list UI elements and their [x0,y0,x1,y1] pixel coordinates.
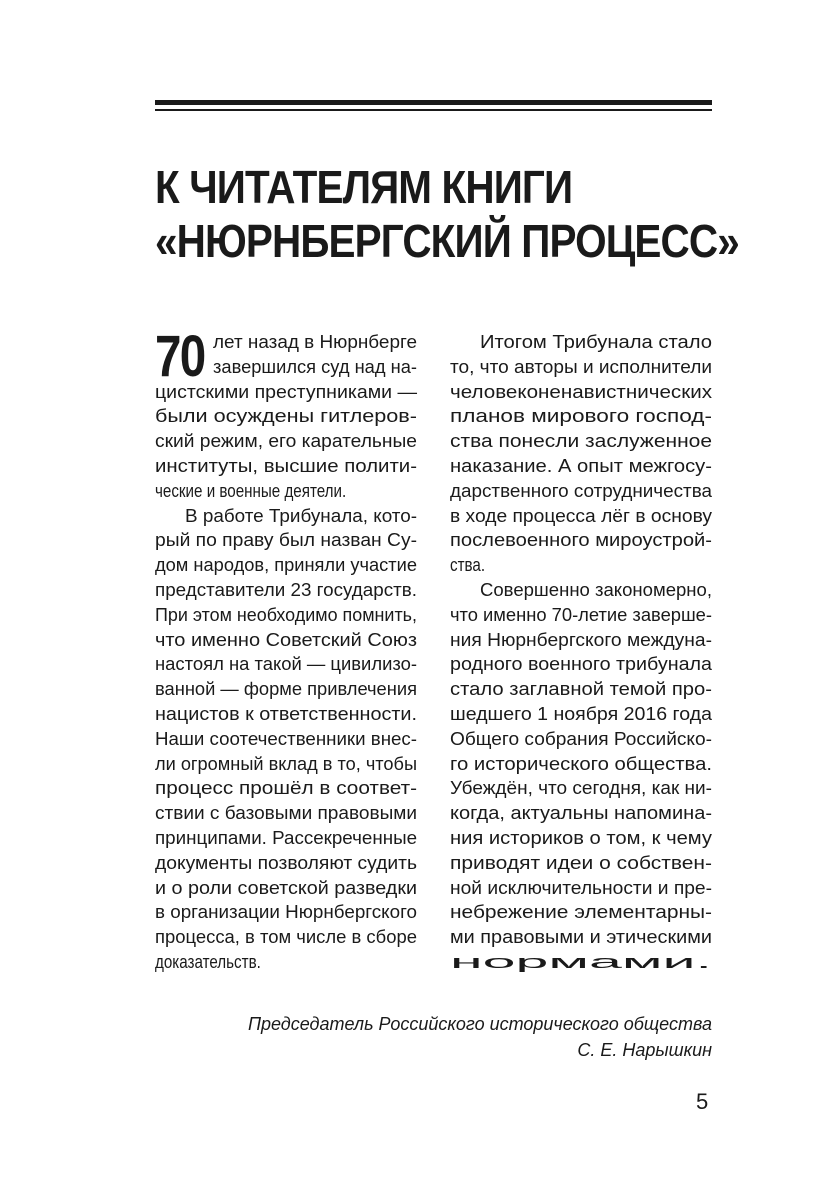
text-line [155,702,417,727]
text-line-content: небрежение элементарны- [450,901,713,923]
title-line-2: «НЮРНБЕРГСКИЙ ПРОЦЕСС» [155,215,739,267]
text-line-content: ства понесли заслуженное [450,430,713,452]
text-line [155,652,417,677]
text-line [450,355,712,380]
text-line-content: цистскими преступниками — [155,380,418,402]
text-line [155,677,417,702]
text-line-content: Убеждён, что сегодня, как ни- [450,777,713,799]
text-line-content: ствии с базовыми правовыми [155,802,418,824]
right-column [450,330,712,975]
text-line [450,404,712,429]
text-line [450,900,712,925]
text-line-content: в ходе процесса лёг в основу [450,504,712,526]
text-line-content: шедшего 1 ноября 2016 года [450,702,713,724]
text-line [450,702,712,727]
text-line-content: дом народов, приняли участие [155,554,418,576]
page-number: 5 [696,1089,709,1114]
text-line [155,454,417,479]
text-line-content: В работе Трибунала, кото- [185,504,418,526]
text-line-content: институты, высшие полити- [155,454,418,476]
text-line [155,404,417,429]
text-line-content: лет назад в Нюрнберге [213,331,417,352]
text-line [450,876,712,901]
top-rule-thin [155,109,712,111]
text-line [155,776,417,801]
text-line [450,553,712,578]
text-line-content: доказательств. [155,950,261,972]
text-line [155,925,417,950]
text-line-content: процесс прошёл в соответ- [155,777,418,799]
text-line-content: ния историков о том, к чему [450,826,712,848]
top-rule-thick [155,100,712,105]
text-line [155,950,417,975]
text-line-content: ми правовыми и этическими [450,926,713,948]
text-line-content: и о роли советской разведки [155,876,417,898]
text-line-content: ский режим, его карательные [155,430,418,452]
text-line-content: ния Нюрнбергского междуна- [450,628,713,650]
text-line [155,876,417,901]
text-line [450,727,712,752]
page-title [155,160,739,268]
text-line-content: документы позволяют судить [155,851,417,873]
text-line [450,950,712,975]
text-line [155,900,417,925]
text-line [155,528,417,553]
text-line-content: процесса, в том числе в сборе [155,926,417,948]
text-line-content: При этом необходимо помнить, [155,603,417,625]
text-line-content: нацистов к ответственности. [155,702,417,724]
text-line [155,752,417,777]
text-line-content: Совершенно закономерно, [480,578,713,600]
text-line-content: в организации Нюрнбергского [155,901,418,923]
text-line-content: человеконенавистнических [450,380,713,402]
text-line-content: рый по праву был назван Су- [155,529,418,551]
text-line [155,578,417,603]
text-line [155,429,417,454]
text-line [155,380,417,405]
text-line-content: ванной — форме привлечения [155,678,418,700]
text-line-content: то, что авторы и исполнители [450,355,712,377]
text-line [155,826,417,851]
text-line [155,628,417,653]
drop-cap: 70 [155,324,205,389]
text-line-content: послевоенного мироустрой- [450,529,713,551]
left-column [155,324,418,975]
text-line-content: нормами. [450,950,712,972]
text-line-content: ной исключительности и пре- [450,876,712,898]
text-line [155,727,417,752]
text-line [450,429,712,454]
text-line [450,454,712,479]
text-line-content: что именно Советский Союз [155,628,417,650]
text-line [450,578,712,603]
text-line-content: ли огромный вклад в то, чтобы [155,752,418,774]
text-line-content: что именно 70-летие заверше- [450,603,713,625]
text-line-content: ческие и военные деятели. [155,479,347,501]
text-line-content: Общего собрания Российско- [450,727,712,749]
text-line [155,603,417,628]
text-line [450,603,712,628]
text-line [450,330,712,355]
text-line [450,677,712,702]
title-line-1: К ЧИТАТЕЛЯМ КНИГИ [155,161,573,213]
text-line-content: когда, актуальны напомина- [450,802,712,824]
text-line [155,330,417,355]
text-line-content: Наши соотечественники внес- [155,727,417,749]
text-line-content: стало заглавной темой про- [450,678,712,700]
text-line [450,776,712,801]
text-line-content: настоял на такой — цивилизо- [155,653,417,675]
text-line [155,504,417,529]
signature-position: Председатель Российского исторического общества [247,1014,712,1034]
text-line [450,752,712,777]
text-line [450,826,712,851]
text-line-content: планов мирового господ- [450,405,712,427]
text-line-content: родного военного трибунала [450,653,713,675]
text-line-content: принципами. Рассекреченные [155,826,418,848]
text-line-content: были осуждены гитлеров- [155,405,417,427]
text-line-content: Итогом Трибунала стало [480,331,713,352]
text-line [155,355,417,380]
text-line [450,801,712,826]
text-line [450,504,712,529]
text-line-content: наказание. А опыт межгосу- [450,454,712,476]
text-line [155,479,417,504]
text-line [450,528,712,553]
text-line-content: приводят идеи о собствен- [450,851,713,873]
text-line [155,851,417,876]
text-line [450,851,712,876]
text-line [450,628,712,653]
text-line [450,925,712,950]
text-line [450,380,712,405]
text-line [155,801,417,826]
text-line [450,652,712,677]
text-line-content: ства. [450,554,486,576]
signature-block [248,1011,712,1063]
signature-name: С. Е. Нарышкин [577,1040,712,1060]
text-line [155,553,417,578]
text-line [450,479,712,504]
text-line-content: дарственного сотрудничества [450,479,712,501]
text-line-content: завершился суд над на- [213,355,417,377]
text-line-content: представители 23 государств. [155,578,418,600]
text-line-content: го исторического общества. [450,752,713,774]
